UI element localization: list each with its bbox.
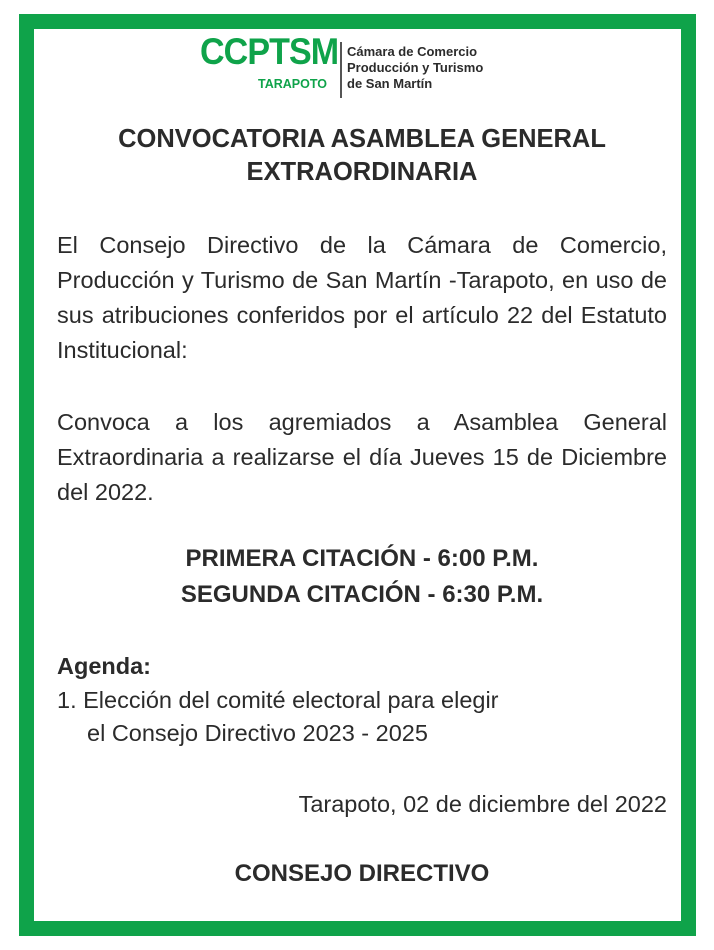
signature: CONSEJO DIRECTIVO (234, 860, 490, 887)
logo-name-line1: Cámara de Comercio (347, 44, 478, 59)
logo-name-line3: de San Martín (347, 76, 433, 91)
first-citation: PRIMERA CITACIÓN - 6:00 P.M. (185, 545, 539, 572)
document-title (40, 123, 684, 189)
citations-block (40, 541, 684, 613)
logo-acronym: CCPTSM (200, 31, 339, 72)
agenda-item-line1: 1. Elección del comité electoral para elegir (57, 687, 499, 713)
date-line: Tarapoto, 02 de diciembre del 2022 (298, 791, 667, 817)
ccptsm-logo (184, 30, 514, 98)
second-citation: SEGUNDA CITACIÓN - 6:30 P.M. (180, 581, 544, 608)
logo-divider (340, 42, 342, 98)
logo-mark (184, 31, 339, 98)
logo-name-line2: Producción y Turismo (347, 60, 484, 75)
agenda-item (57, 684, 617, 750)
convocation-paragraph: Convoca a los agremiados a Asamblea General Extraordinaria a realizarse el día Jueves 15 de Diciembre del 2022. (57, 409, 667, 505)
agenda-item-line2: el Consejo Directivo 2023 - 2025 (87, 720, 428, 746)
title-line1: CONVOCATORIA ASAMBLEA GENERAL (118, 125, 606, 153)
logo-city: TARAPOTO (258, 77, 327, 91)
logo-institution-name (347, 44, 483, 92)
title-line2: EXTRAORDINARIA (246, 158, 478, 186)
intro-paragraph: El Consejo Directivo de la Cámara de Comercio, Producción y Turismo de San Martín -Tarapoto, en uso de sus atribuciones conferidos por el artículo 22 del Estatuto Institucional: (57, 232, 667, 363)
agenda-label: Agenda: (57, 653, 151, 679)
